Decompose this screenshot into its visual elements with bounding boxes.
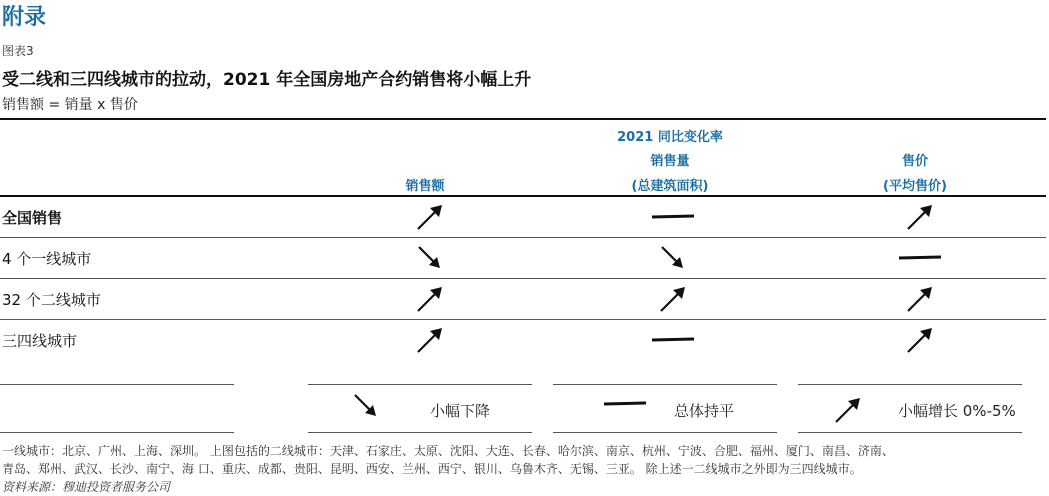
arrow-up-right-icon: [415, 325, 445, 355]
row-divider: [0, 237, 1046, 238]
legend-rule-bottom: [0, 432, 234, 433]
figure-subtitle: 销售额 = 销量 x 售价: [2, 97, 138, 113]
col-header-volume-line1: 销售量: [650, 154, 690, 169]
legend-rule-top: [0, 384, 234, 385]
note-line-2: 青岛、郑州、武汉、长沙、南宁、海 口、重庆、成都、贵阳、昆明、西安、兰州、西宁、银川、乌鲁木齐、无锡、三亚。 除上述一二线城市之外即为三四线城市。: [2, 462, 862, 476]
arrow-up-right-icon: [415, 284, 445, 314]
col-header-price-line1: 售价: [901, 154, 928, 169]
row-label: 4 个一线城市: [2, 249, 92, 268]
legend-flat-label: 总体持平: [674, 402, 735, 420]
row-divider: [0, 278, 1046, 279]
row-divider: [0, 319, 1046, 320]
col-header-volume-line2: (总建筑面积): [631, 179, 709, 194]
flat-line-icon: [651, 211, 695, 223]
arrow-up-right-icon: [415, 202, 445, 232]
row-label: 三四线城市: [2, 331, 78, 350]
legend-rule-bottom: [798, 432, 1022, 433]
legend-up-label: 小幅增长 0%-5%: [898, 402, 1016, 420]
legend-rule-bottom: [553, 432, 777, 433]
flat-line-icon: [603, 398, 647, 410]
figure-title: 受二线和三四线城市的拉动，2021 年全国房地产合约销售将小幅上升: [2, 70, 532, 90]
arrow-up-right-icon: [658, 284, 688, 314]
col-header-price-line2: (平均售价): [883, 179, 947, 194]
appendix-heading: 附录: [2, 5, 47, 30]
figure-label: 图表3: [2, 44, 34, 58]
legend-rule-top: [553, 384, 777, 385]
table-top-rule: [0, 118, 1046, 120]
legend-rule-bottom: [308, 432, 532, 433]
legend-rule-top: [308, 384, 532, 385]
arrow-up-right-icon: [833, 395, 863, 425]
flat-line-icon: [898, 252, 942, 264]
arrow-up-right-icon: [905, 325, 935, 355]
note-line-1: 一线城市：北京、广州、上海、深圳。 上图包括的二线城市：天津、石家庄、太原、沈阳、大连、长春、哈尔滨、南京、杭州、宁波、合肥、福州、厦门、南昌、济南、: [2, 444, 894, 458]
legend-rule-top: [798, 384, 1022, 385]
flat-line-icon: [651, 334, 695, 346]
legend-down-label: 小幅下降: [430, 402, 491, 420]
row-label: 32 个二线城市: [2, 290, 101, 309]
source-note: 资料来源：穆迪投资者服务公司: [2, 480, 171, 494]
header-bottom-rule: [0, 195, 1046, 197]
arrow-up-right-icon: [905, 284, 935, 314]
row-label: 全国销售: [2, 208, 63, 227]
arrow-down-right-icon: [352, 392, 380, 420]
col-header-sales-line2: 销售额: [405, 179, 445, 194]
arrow-up-right-icon: [905, 202, 935, 232]
arrow-down-right-icon: [659, 244, 687, 272]
group-header: 2021 同比变化率: [617, 130, 723, 145]
arrow-down-right-icon: [416, 244, 444, 272]
